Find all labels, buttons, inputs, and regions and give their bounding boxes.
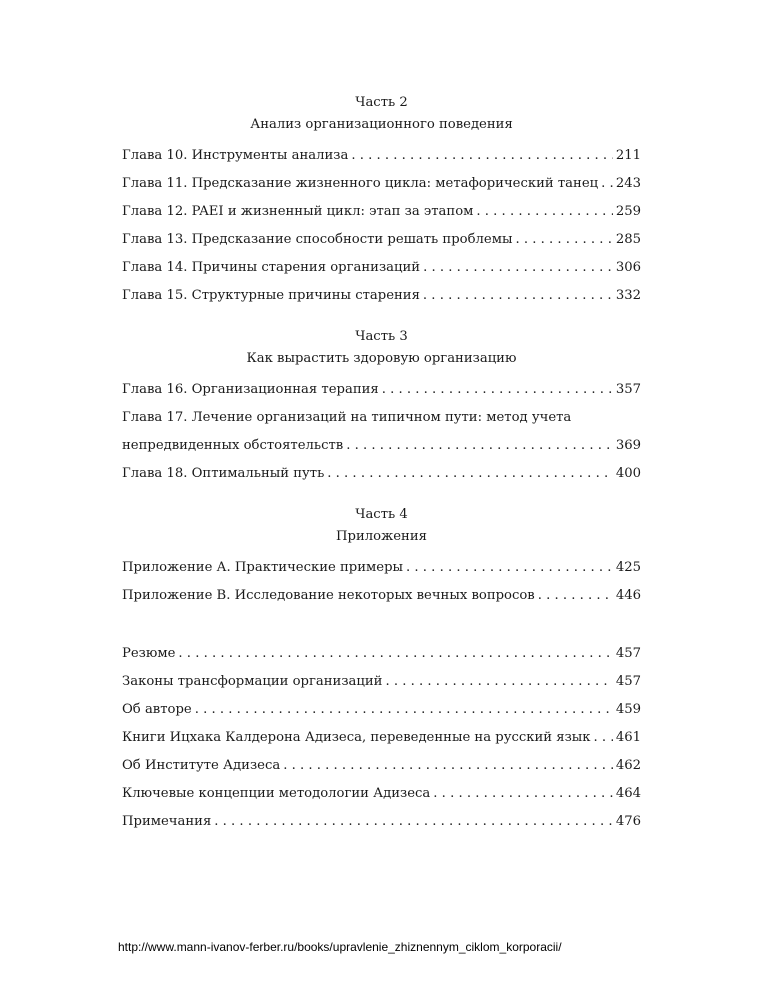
toc-entry-page: 446 [615, 588, 641, 603]
toc-entry-page: 462 [615, 758, 641, 773]
toc-entry-page: 400 [615, 466, 641, 481]
toc-entry[interactable] [122, 142, 641, 170]
toc-leader-dots [515, 226, 612, 254]
part-gap [122, 310, 641, 326]
toc-entry[interactable] [122, 198, 641, 226]
part-title: Приложения [336, 529, 427, 544]
toc-entry[interactable] [122, 226, 641, 254]
toc-entry-page: 285 [615, 232, 641, 247]
toc-leader-dots [423, 282, 613, 310]
toc-leader-dots [406, 554, 613, 582]
toc-leader-dots [476, 198, 612, 226]
toc-entry-title: Глава 18. Оптимальный путь [122, 466, 325, 481]
toc-entry-title: Об авторе [122, 702, 192, 717]
toc-leader-dots [214, 808, 613, 836]
toc-leader-dots [327, 460, 613, 488]
toc-entry-page: 461 [615, 730, 641, 745]
toc-entry-page: 369 [615, 438, 641, 453]
toc-entry-title: Глава 15. Структурные причины старения [122, 288, 420, 303]
table-of-contents [122, 92, 641, 836]
toc-entry-page: 259 [615, 204, 641, 219]
toc-entry-title: Законы трансформации организаций [122, 674, 383, 689]
toc-leader-dots [346, 432, 613, 460]
toc-entry[interactable] [122, 640, 641, 668]
toc-leader-dots [433, 780, 613, 808]
toc-entry-page: 332 [615, 288, 641, 303]
toc-entry[interactable] [122, 432, 641, 460]
toc-leader-dots [382, 376, 613, 404]
toc-leader-dots [601, 170, 613, 198]
toc-leader-dots [423, 254, 613, 282]
toc-leader-dots [178, 640, 612, 668]
section-gap [122, 610, 641, 640]
toc-entry-title: Приложение В. Исследование некоторых вечных вопросов [122, 588, 535, 603]
toc-entry-page: 357 [615, 382, 641, 397]
toc-entry-title: Приложение А. Практические примеры [122, 560, 404, 575]
toc-leader-dots [594, 724, 613, 752]
part-heading [122, 504, 641, 548]
toc-leader-dots [351, 142, 612, 170]
toc-entry[interactable] [122, 808, 641, 836]
toc-entry-title: Глава 14. Причины старения организаций [122, 260, 421, 275]
toc-entry[interactable] [122, 724, 641, 752]
toc-entry-title: Глава 13. Предсказание способности решать проблемы [122, 232, 513, 247]
toc-leader-dots [538, 582, 613, 610]
part-label: Часть 4 [355, 507, 408, 522]
toc-leader-dots [385, 668, 612, 696]
toc-entry[interactable] [122, 582, 641, 610]
toc-entry-page: 464 [615, 786, 641, 801]
part-title: Как вырастить здоровую организацию [246, 351, 517, 366]
part-gap [122, 488, 641, 504]
toc-entry[interactable] [122, 752, 641, 780]
toc-entry-page: 459 [615, 702, 641, 717]
toc-entry[interactable] [122, 170, 641, 198]
part-label: Часть 3 [355, 329, 408, 344]
toc-entry[interactable] [122, 460, 641, 488]
toc-entry-title: Глава 10. Инструменты анализа [122, 148, 349, 163]
toc-entry[interactable] [122, 554, 641, 582]
toc-entry-title: Глава 11. Предсказание жизненного цикла: метафорический танец [122, 176, 599, 191]
toc-entry[interactable] [122, 696, 641, 724]
toc-entry-title: Об Институте Адизеса [122, 758, 281, 773]
toc-entry-page: 211 [615, 148, 641, 163]
toc-entry[interactable] [122, 668, 641, 696]
toc-leader-dots [283, 752, 613, 780]
toc-entry[interactable] [122, 254, 641, 282]
toc-entry-page: 243 [615, 176, 641, 191]
toc-entry-title-line1[interactable]: Глава 17. Лечение организаций на типичном пути: метод учета [122, 410, 572, 425]
part-title: Анализ организационного поведения [250, 117, 513, 132]
toc-entry-page: 306 [615, 260, 641, 275]
toc-entry-page: 476 [615, 814, 641, 829]
toc-entry-page: 425 [615, 560, 641, 575]
toc-entry-title: непредвиденных обстоятельств [122, 438, 344, 453]
part-heading [122, 92, 641, 136]
toc-entry-title: Книги Ицхака Калдерона Адизеса, переведенные на русский язык [122, 730, 591, 745]
toc-entry-title: Глава 16. Организационная терапия [122, 382, 379, 397]
toc-entry[interactable] [122, 780, 641, 808]
toc-leader-dots [195, 696, 613, 724]
toc-entry[interactable] [122, 376, 641, 404]
toc-entry[interactable] [122, 282, 641, 310]
part-label: Часть 2 [355, 95, 408, 110]
toc-entry-page: 457 [615, 674, 641, 689]
toc-entry-title: Глава 12. PAEI и жизненный цикл: этап за этапом [122, 204, 474, 219]
toc-entry-title: Ключевые концепции методологии Адизеса [122, 786, 431, 801]
toc-entry-title: Резюме [122, 646, 176, 661]
toc-entry-title: Примечания [122, 814, 212, 829]
toc-entry-page: 457 [615, 646, 641, 661]
footer-url-link[interactable]: http://www.mann-ivanov-ferber.ru/books/upravlenie_zhiznennym_ciklom_korporacii/ [118, 940, 562, 954]
part-heading [122, 326, 641, 370]
